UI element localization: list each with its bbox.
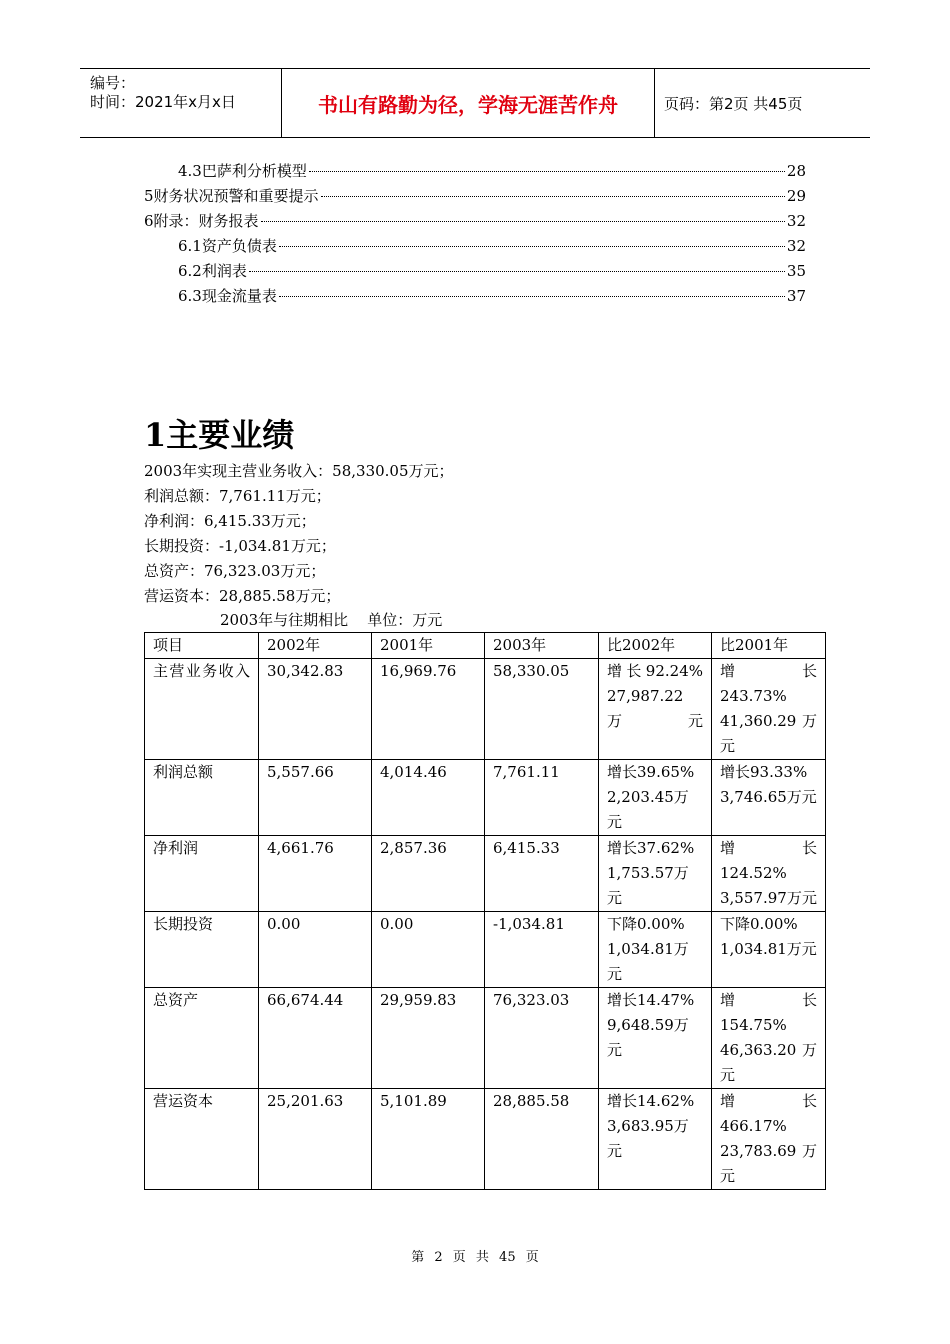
toc-label: 5财务状况预警和重要提示 xyxy=(144,187,319,205)
item-cell: 长期投资 xyxy=(145,912,259,988)
summary-line: 长期投资：-1,034.81万元； xyxy=(144,537,336,555)
table-row xyxy=(145,988,826,1089)
value-cell: 5,101.89 xyxy=(372,1089,485,1190)
header-cell: 比2002年 xyxy=(599,633,712,659)
change-cell: 增长37.62% 1,753.57万元 xyxy=(599,836,712,912)
section-title: 1主要业绩 xyxy=(144,416,295,454)
header-cell: 2002年 xyxy=(259,633,372,659)
table-of-contents xyxy=(144,160,806,310)
toc-entry[interactable] xyxy=(144,285,806,310)
change-cell: 增长14.47% 9,648.59万元 xyxy=(599,988,712,1089)
toc-page: 37 xyxy=(786,287,806,305)
table-row xyxy=(145,760,826,836)
toc-label: 6.3现金流量表 xyxy=(178,287,277,305)
toc-entry[interactable] xyxy=(144,235,806,260)
value-cell: 4,661.76 xyxy=(259,836,372,912)
change-cell: 增长92.24% 27,987.22 万元 xyxy=(599,659,712,760)
change-cell: 增长 466.17% 23,783.69 万元 xyxy=(712,1089,826,1190)
date-label: 时间：2021年x月x日 xyxy=(90,93,236,111)
toc-label: 6.2利润表 xyxy=(178,262,247,280)
page-header xyxy=(80,68,870,138)
code-label: 编号： xyxy=(90,74,136,92)
table-row xyxy=(145,912,826,988)
value-cell: 7,761.11 xyxy=(485,760,599,836)
toc-entry[interactable] xyxy=(144,260,806,285)
change-cell: 下降0.00% 1,034.81万元 xyxy=(712,912,826,988)
header-page-info: 页码：第2页 共45页 xyxy=(664,94,803,113)
summary-line: 营运资本：28,885.58万元； xyxy=(144,587,341,605)
value-cell: 58,330.05 xyxy=(485,659,599,760)
item-cell: 利润总额 xyxy=(145,760,259,836)
summary-line: 总资产：76,323.03万元； xyxy=(144,562,326,580)
value-cell: 25,201.63 xyxy=(259,1089,372,1190)
header-cell: 项目 xyxy=(145,633,259,659)
value-cell: 6,415.33 xyxy=(485,836,599,912)
toc-label: 6附录：财务报表 xyxy=(144,212,259,230)
value-cell: 29,959.83 xyxy=(372,988,485,1089)
change-cell: 增长93.33% 3,746.65万元 xyxy=(712,760,826,836)
comparison-table xyxy=(144,632,826,1190)
header-motto: 书山有路勤为径，学海无涯苦作舟 xyxy=(282,69,655,137)
table-row xyxy=(145,1089,826,1190)
change-cell: 增长 243.73% 41,360.29 万元 xyxy=(712,659,826,760)
toc-entry[interactable] xyxy=(144,160,806,185)
value-cell: 66,674.44 xyxy=(259,988,372,1089)
table-row xyxy=(145,836,826,912)
page-footer: 第 2 页 共 45 页 xyxy=(411,1250,539,1265)
toc-page: 29 xyxy=(786,187,806,205)
toc-leader xyxy=(261,221,785,222)
summary-line: 2003年实现主营业务收入：58,330.05万元； xyxy=(144,462,454,480)
change-cell: 增长39.65% 2,203.45万元 xyxy=(599,760,712,836)
toc-page: 32 xyxy=(786,237,806,255)
summary-line: 利润总额：7,761.11万元； xyxy=(144,487,331,505)
summary-line: 净利润：6,415.33万元； xyxy=(144,512,316,530)
change-cell: 下降0.00% 1,034.81万元 xyxy=(599,912,712,988)
value-cell: 16,969.76 xyxy=(372,659,485,760)
value-cell: 0.00 xyxy=(372,912,485,988)
table-header-row xyxy=(145,633,826,659)
item-cell: 净利润 xyxy=(145,836,259,912)
value-cell: 28,885.58 xyxy=(485,1089,599,1190)
value-cell: 30,342.83 xyxy=(259,659,372,760)
toc-entry[interactable] xyxy=(144,210,806,235)
value-cell: 0.00 xyxy=(259,912,372,988)
item-cell: 主营业务收入 xyxy=(145,659,259,760)
toc-leader xyxy=(279,296,785,297)
value-cell: -1,034.81 xyxy=(485,912,599,988)
value-cell: 2,857.36 xyxy=(372,836,485,912)
toc-page: 28 xyxy=(786,162,806,180)
change-cell: 增长 124.52% 3,557.97万元 xyxy=(712,836,826,912)
toc-label: 4.3巴萨利分析模型 xyxy=(178,162,307,180)
toc-page: 35 xyxy=(786,262,806,280)
header-cell: 比2001年 xyxy=(712,633,826,659)
toc-leader xyxy=(249,271,785,272)
toc-leader xyxy=(279,246,785,247)
header-cell: 2001年 xyxy=(372,633,485,659)
value-cell: 5,557.66 xyxy=(259,760,372,836)
header-cell: 2003年 xyxy=(485,633,599,659)
toc-leader xyxy=(321,196,785,197)
item-cell: 营运资本 xyxy=(145,1089,259,1190)
toc-label: 6.1资产负债表 xyxy=(178,237,277,255)
toc-leader xyxy=(309,171,785,172)
header-meta xyxy=(80,69,282,137)
value-cell: 4,014.46 xyxy=(372,760,485,836)
table-caption: 2003年与往期相比 单位：万元 xyxy=(220,611,443,629)
change-cell: 增长 154.75% 46,363.20 万元 xyxy=(712,988,826,1089)
toc-entry[interactable] xyxy=(144,185,806,210)
table-row xyxy=(145,659,826,760)
toc-page: 32 xyxy=(786,212,806,230)
value-cell: 76,323.03 xyxy=(485,988,599,1089)
change-cell: 增长14.62% 3,683.95万元 xyxy=(599,1089,712,1190)
item-cell: 总资产 xyxy=(145,988,259,1089)
